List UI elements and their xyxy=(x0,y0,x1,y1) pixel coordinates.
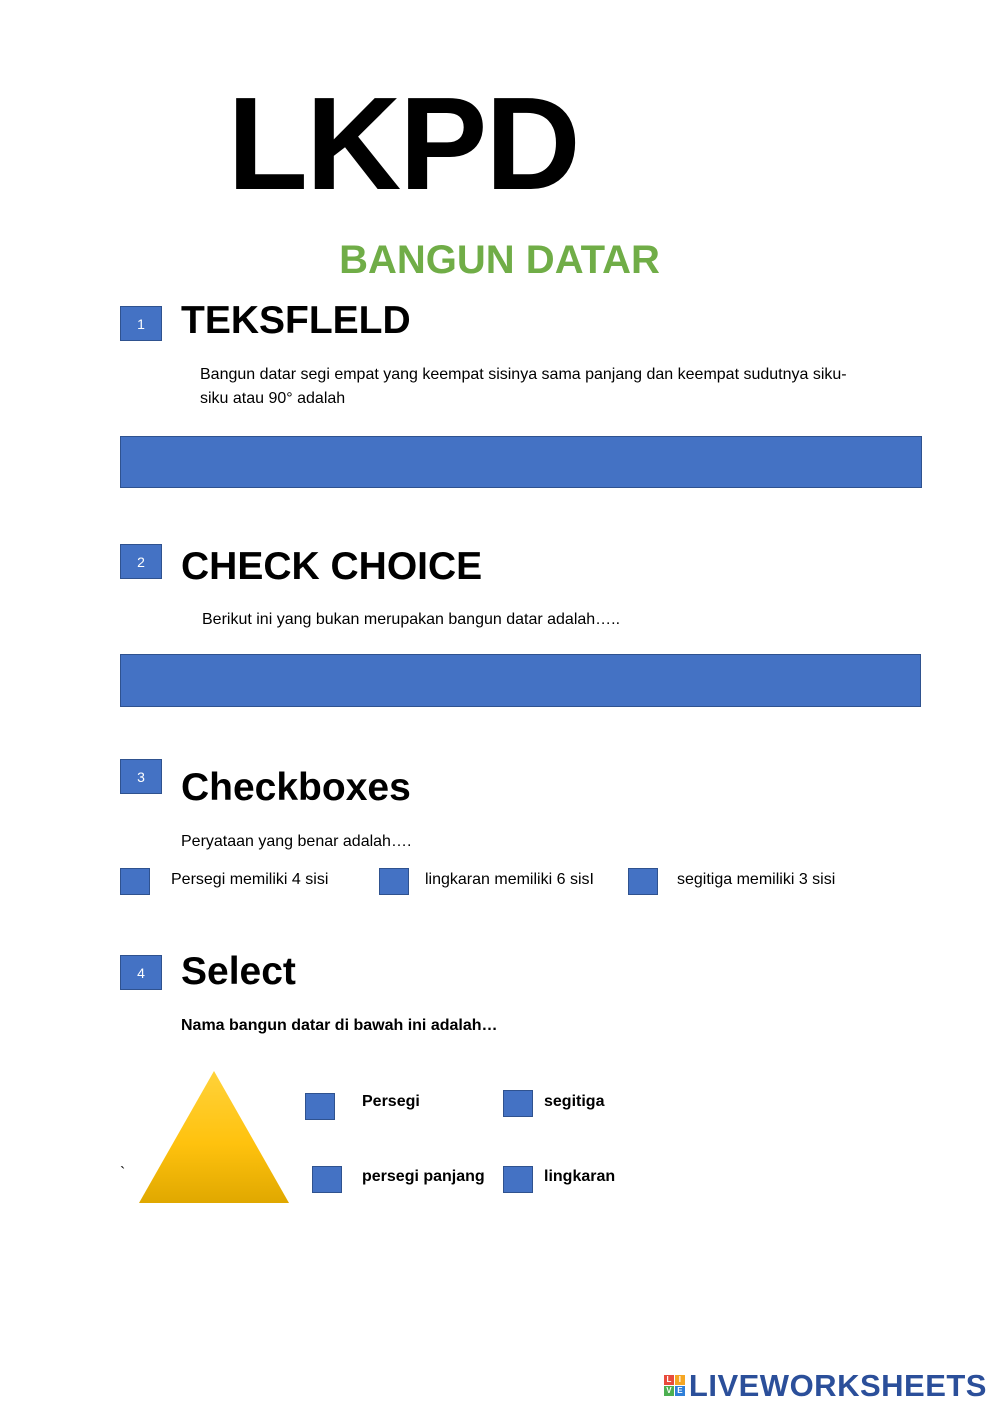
liveworksheets-logo-icon: L I V E xyxy=(664,1375,685,1396)
select-option-segitiga-label: segitiga xyxy=(544,1093,605,1110)
triangle-shape-image xyxy=(138,1070,290,1204)
checkbox-label-3: segitiga memiliki 3 sisi xyxy=(677,871,836,888)
question-text-4: Nama bangun datar di bawah ini adalah… xyxy=(181,1017,498,1034)
brand-name: LIVEWORKSHEETS xyxy=(688,1368,987,1403)
section-heading-1: TEKSFLELD xyxy=(181,299,411,342)
question-text-1-line1: Bangun datar segi empat yang keempat sisinya sama panjang dan keempat sudutnya siku- xyxy=(200,366,847,383)
section-heading-2: CHECK CHOICE xyxy=(181,545,483,588)
section-heading-4: Select xyxy=(181,950,296,993)
page-title: LKPD xyxy=(227,70,579,217)
checkbox-label-2: lingkaran memiliki 6 sisI xyxy=(425,871,594,888)
select-option-lingkaran-box[interactable] xyxy=(503,1166,533,1193)
answer-text-field-1[interactable] xyxy=(120,436,922,488)
select-option-persegi-panjang-label: persegi panjang xyxy=(362,1168,485,1185)
question-text-3: Peryataan yang benar adalah…. xyxy=(181,833,412,850)
select-option-lingkaran-label: lingkaran xyxy=(544,1168,616,1185)
section-number-3: 3 xyxy=(120,759,162,794)
checkbox-option-2[interactable] xyxy=(379,868,409,895)
liveworksheets-brand xyxy=(664,1370,987,1401)
section-heading-3: Checkboxes xyxy=(181,766,411,809)
question-text-1-line2: siku atau 90° adalah xyxy=(200,390,346,407)
checkbox-label-1: Persegi memiliki 4 sisi xyxy=(171,871,329,888)
page-subtitle: BANGUN DATAR xyxy=(339,238,660,282)
select-option-persegi-box[interactable] xyxy=(305,1093,335,1120)
stray-backtick: ` xyxy=(120,1165,126,1182)
section-number-4: 4 xyxy=(120,955,162,990)
question-text-2: Berikut ini yang bukan merupakan bangun datar adalah….. xyxy=(202,611,621,628)
select-option-persegi-panjang-box[interactable] xyxy=(312,1166,342,1193)
section-number-2: 2 xyxy=(120,544,162,579)
select-option-segitiga-box[interactable] xyxy=(503,1090,533,1117)
answer-choice-field-2[interactable] xyxy=(120,654,921,707)
checkbox-option-3[interactable] xyxy=(628,868,658,895)
select-option-persegi-label: Persegi xyxy=(362,1093,420,1110)
checkbox-option-1[interactable] xyxy=(120,868,150,895)
section-number-1: 1 xyxy=(120,306,162,341)
